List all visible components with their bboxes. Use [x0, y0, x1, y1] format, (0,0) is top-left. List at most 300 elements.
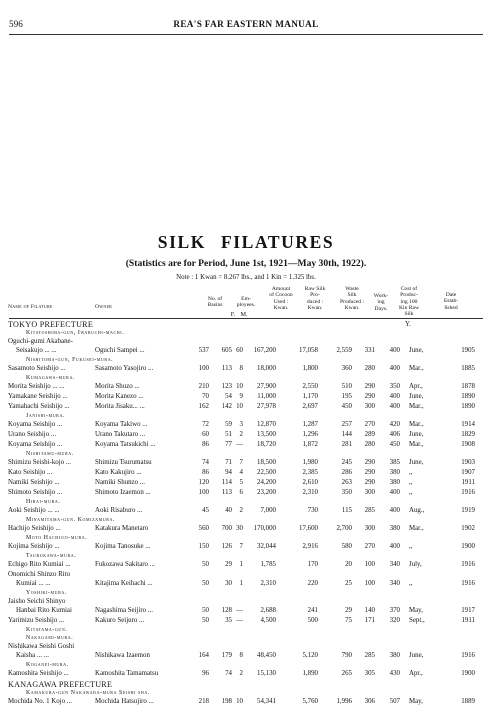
filature-name-line: Oguchi-gumi Akabane-	[8, 338, 73, 345]
employees-female-value: 74	[225, 670, 232, 677]
raw-silk-value: 1,296	[302, 431, 318, 438]
filature-name: Kato Seishijo ...	[8, 469, 53, 476]
employees-male-value: 7	[239, 543, 243, 550]
filature-name: Namiki Seishijo ...	[8, 479, 60, 486]
waste-silk-value: 265	[341, 670, 352, 677]
employees-male-value: 9	[239, 393, 243, 400]
employees-female-value: 94	[225, 469, 232, 476]
col-cocoon-header: Amount of Cocoon Used : Kwan.	[269, 286, 293, 311]
district-heading: Tsurukawa-mura.	[26, 553, 77, 559]
district-heading: Kitatama-gun.	[26, 627, 68, 633]
working-days-value: 300	[364, 489, 375, 496]
waste-silk-value: 195	[341, 393, 352, 400]
basins-value: 96	[202, 670, 209, 677]
basins-value: 120	[198, 479, 209, 486]
working-days-value: 300	[364, 525, 375, 532]
employees-male-value: 5	[239, 479, 243, 486]
waste-silk-value: 25	[345, 580, 352, 587]
owner-name: Shimizu Tsurumatsu	[95, 459, 152, 466]
employees-male-value: 60	[236, 347, 243, 354]
established-year: 1889	[461, 698, 475, 705]
raw-silk-value: 1,800	[302, 365, 318, 372]
raw-silk-value: 2,310	[302, 489, 318, 496]
basins-value: 100	[198, 365, 209, 372]
filature-name: Mochida No. 1 Kojo ...	[8, 698, 72, 705]
basins-value: 50	[202, 607, 209, 614]
owner-name: Mochida Hatsujiro ...	[95, 698, 154, 705]
cost-value: 400	[389, 347, 400, 354]
established-year: 1911	[461, 479, 475, 486]
basins-value: 70	[202, 393, 209, 400]
owner-name: Kakuro Seijuro ...	[95, 617, 145, 624]
waste-silk-value: 20	[345, 561, 352, 568]
filature-name: Morita Seishijo ... ...	[8, 383, 65, 390]
established-month: Mar.,	[409, 441, 424, 448]
filature-name: Kojima Seishijo ...	[8, 543, 60, 550]
district-heading: Moto Hachioji-mura.	[26, 535, 88, 541]
employees-female-value: 71	[225, 459, 232, 466]
established-year: 1917	[461, 607, 475, 614]
waste-silk-value: 281	[341, 441, 352, 448]
filature-name: Echigo Rito Kumiai ...	[8, 561, 71, 568]
table-row	[0, 543, 492, 552]
established-year: 1919	[461, 507, 475, 514]
col-cost-header: Cost of Produc- ing 100 Kin Raw Silk	[398, 286, 420, 318]
established-year: 1900	[461, 543, 475, 550]
waste-silk-value: 257	[341, 421, 352, 428]
employees-female-value: 59	[225, 421, 232, 428]
owner-name: Kamoshita Tamamatsu	[95, 670, 159, 677]
table-row	[0, 431, 492, 440]
basins-value: 74	[202, 459, 209, 466]
owner-name: Fukozawa Sakitaro ...	[95, 561, 155, 568]
basins-value: 50	[202, 580, 209, 587]
employees-male-value: —	[236, 617, 243, 624]
waste-silk-value: 510	[341, 383, 352, 390]
established-year: 1903	[461, 459, 475, 466]
working-days-value: 270	[364, 421, 375, 428]
table-row	[0, 365, 492, 374]
raw-silk-value: 2,697	[302, 403, 318, 410]
filature-name: Kamoshita Seishijo ...	[8, 670, 69, 677]
working-days-value: 280	[364, 441, 375, 448]
employees-male-value: 1	[239, 580, 243, 587]
cocoon-value: 170,000	[253, 525, 276, 532]
cost-value: 400	[389, 403, 400, 410]
working-days-value: 290	[364, 479, 375, 486]
working-days-value: 280	[364, 365, 375, 372]
district-heading: Minamitama-gun. Komizamura.	[26, 517, 116, 523]
district-heading: Nishitamu-mura.	[26, 451, 74, 457]
page-title: SILK FILATURES	[157, 232, 335, 252]
cocoon-value: 1,785	[260, 561, 276, 568]
cost-value: 400	[389, 507, 400, 514]
employees-female-value: 113	[221, 489, 232, 496]
table-row	[0, 383, 492, 392]
working-days-value: 290	[364, 393, 375, 400]
established-month: ,,	[409, 543, 413, 550]
employees-male-value: 1	[239, 561, 243, 568]
employees-male-value: 10	[236, 403, 243, 410]
basins-value: 162	[198, 403, 209, 410]
established-year: 1911	[461, 617, 475, 624]
cocoon-value: 167,200	[253, 347, 276, 354]
employees-male-value: —	[236, 607, 243, 614]
cocoon-value: 23,200	[257, 489, 276, 496]
basins-value: 45	[202, 507, 209, 514]
raw-silk-value: 2,385	[302, 469, 318, 476]
basins-value: 50	[202, 617, 209, 624]
owner-name: Morita Kanezo ...	[95, 393, 144, 400]
filature-name: Kumiai ... ...	[16, 580, 51, 587]
working-days-value: 285	[364, 507, 375, 514]
cost-value: 380	[389, 525, 400, 532]
basins-value: 60	[202, 431, 209, 438]
waste-silk-value: 2,559	[336, 347, 352, 354]
employees-male-value: 2	[239, 670, 243, 677]
working-days-value: 100	[364, 561, 375, 568]
working-days-value: 270	[364, 543, 375, 550]
established-year: 1916	[461, 489, 475, 496]
district-heading: Nakagami-mura.	[26, 635, 74, 641]
established-month: ,,	[409, 489, 413, 496]
filature-name: Yamahachi Seishijo ...	[8, 403, 70, 410]
working-days-value: 306	[364, 698, 375, 705]
col-basins-header: No. of Basins	[207, 296, 223, 309]
waste-silk-value: 580	[341, 543, 352, 550]
raw-silk-value: 1,890	[302, 670, 318, 677]
cocoon-value: 13,500	[257, 431, 276, 438]
table-row	[0, 670, 492, 679]
established-year: 1914	[461, 421, 475, 428]
filature-name: Hanbai Rito Kumiai	[16, 607, 72, 614]
waste-silk-value: 350	[341, 489, 352, 496]
cocoon-value: 18,000	[257, 365, 276, 372]
employees-female-value: 700	[221, 525, 232, 532]
district-heading: Kumagawa-mura.	[26, 375, 75, 381]
waste-silk-value: 245	[341, 459, 352, 466]
established-month: Mar.,	[409, 525, 424, 532]
working-days-value: 285	[364, 652, 375, 659]
cost-value: 406	[389, 431, 400, 438]
working-days-value: 290	[364, 383, 375, 390]
employees-female-value: 29	[225, 561, 232, 568]
col-date-header: Date Estab- lished	[443, 292, 459, 311]
raw-silk-value: 730	[307, 507, 318, 514]
table-row	[0, 441, 492, 450]
raw-silk-value: 220	[307, 580, 318, 587]
col-employees-female-header: F.	[230, 311, 236, 318]
owner-name: Koyama Tatsukichi ...	[95, 441, 156, 448]
col-working-days-header: Work- ing Days.	[373, 293, 389, 312]
cocoon-value: 7,000	[260, 507, 276, 514]
filature-name: Urano Seishijo ...	[8, 431, 57, 438]
employees-male-value: 2	[239, 507, 243, 514]
cocoon-value: 15,130	[257, 670, 276, 677]
established-year: 1916	[461, 652, 475, 659]
working-days-value: 171	[364, 617, 375, 624]
table-row	[0, 459, 492, 468]
cocoon-value: 27,978	[257, 403, 276, 410]
col-owner-header: Owner	[95, 304, 113, 310]
employees-male-value: 2	[239, 431, 243, 438]
established-month: Mar.,	[409, 421, 424, 428]
cost-value: 400	[389, 543, 400, 550]
cocoon-value: 22,500	[257, 469, 276, 476]
employees-female-value: 142	[221, 403, 232, 410]
basins-value: 50	[202, 561, 209, 568]
employees-female-value: 51	[225, 431, 232, 438]
employees-female-value: 179	[221, 652, 232, 659]
owner-name: Kojima Tanosuke ...	[95, 543, 151, 550]
established-month: Apr.,	[409, 383, 423, 390]
prefecture-heading: TOKYO PREFECTURE	[8, 320, 94, 329]
district-heading: Hirai-mura.	[26, 499, 61, 505]
cost-value: 370	[389, 607, 400, 614]
owner-name: Morita Shuzo ...	[95, 383, 140, 390]
cost-value: 420	[389, 421, 400, 428]
employees-male-value: 7	[239, 459, 243, 466]
established-month: June,	[409, 347, 424, 354]
established-year: 1829	[461, 431, 475, 438]
employees-male-value: 3	[239, 421, 243, 428]
established-year: 1907	[461, 469, 475, 476]
cost-value: 400	[389, 489, 400, 496]
filature-name: Shimizu Seishi-kojo ...	[8, 459, 71, 466]
cocoon-value: 24,200	[257, 479, 276, 486]
employees-male-value: 8	[239, 365, 243, 372]
employees-male-value: 4	[239, 469, 243, 476]
filature-name: Aoki Seishijo ... ...	[8, 507, 60, 514]
established-year: 1878	[461, 383, 475, 390]
established-year: 1885	[461, 365, 475, 372]
raw-silk-value: 17,058	[299, 347, 318, 354]
raw-silk-value: 17,600	[299, 525, 318, 532]
waste-silk-value: 115	[341, 507, 352, 514]
table-row	[0, 580, 492, 589]
established-month: Mar.,	[409, 403, 424, 410]
col-employees-male-header: M.	[240, 311, 248, 318]
owner-name: Katakura Manetaro	[95, 525, 149, 532]
raw-silk-value: 1,980	[302, 459, 318, 466]
table-row	[0, 507, 492, 516]
employees-male-value: 6	[239, 489, 243, 496]
table-row	[0, 403, 492, 412]
filature-name: Seisakujo ... ...	[16, 347, 57, 354]
employees-male-value: —	[236, 441, 243, 448]
filature-name: Shimoto Seishijo ...	[8, 489, 63, 496]
cocoon-value: 2,310	[260, 580, 276, 587]
cost-value: 340	[389, 561, 400, 568]
employees-male-value: 8	[239, 652, 243, 659]
raw-silk-value: 2,550	[302, 383, 318, 390]
table-row	[0, 489, 492, 498]
raw-silk-value: 500	[307, 617, 318, 624]
raw-silk-value: 1,287	[302, 421, 318, 428]
cocoon-value: 32,044	[257, 543, 276, 550]
established-month: June,	[409, 393, 424, 400]
employees-male-value: 10	[236, 698, 243, 705]
employees-female-value: 35	[225, 617, 232, 624]
established-year: 1890	[461, 403, 475, 410]
table-row	[0, 479, 492, 488]
established-month: June,	[409, 652, 424, 659]
cocoon-value: 11,000	[257, 393, 276, 400]
established-year: 1890	[461, 393, 475, 400]
established-year: 1905	[461, 347, 475, 354]
cost-value: 430	[389, 670, 400, 677]
waste-silk-value: 790	[341, 652, 352, 659]
cocoon-value: 4,500	[260, 617, 276, 624]
owner-name: Shimoto Izaemon ...	[95, 489, 151, 496]
employees-male-value: 30	[236, 525, 243, 532]
col-raw-silk-header: Raw Silk Pro- duced : Kwan.	[304, 286, 326, 311]
established-year: 1908	[461, 441, 475, 448]
district-heading: Janishi-mura.	[26, 413, 65, 419]
owner-name: Namiki Shunzo ...	[95, 479, 145, 486]
established-year: 1916	[461, 561, 475, 568]
filature-name: Koyama Seishijo ...	[8, 421, 63, 428]
waste-silk-value: 263	[341, 479, 352, 486]
employees-female-value: 123	[221, 383, 232, 390]
waste-silk-value: 1,996	[336, 698, 352, 705]
working-days-value: 100	[364, 580, 375, 587]
table-row	[0, 421, 492, 430]
cost-value: 507	[389, 698, 400, 705]
raw-silk-value: 2,610	[302, 479, 318, 486]
owner-name: Koyama Takiwo ...	[95, 421, 148, 428]
raw-silk-value: 1,170	[302, 393, 318, 400]
basins-value: 72	[202, 421, 209, 428]
established-month: Sept.,	[409, 617, 425, 624]
established-year: 1916	[461, 580, 475, 587]
basins-value: 218	[198, 698, 209, 705]
working-days-value: 140	[364, 607, 375, 614]
owner-name: Aoki Risaburo ...	[95, 507, 143, 514]
basins-value: 560	[198, 525, 209, 532]
owner-name: Kitajima Keihachi ...	[95, 580, 153, 587]
owner-name: Morita Jisaku... ...	[95, 403, 145, 410]
employees-female-value: 128	[221, 607, 232, 614]
cost-value: 350	[389, 383, 400, 390]
waste-silk-value: 29	[345, 607, 352, 614]
table-row	[0, 561, 492, 570]
cost-value: 385	[389, 459, 400, 466]
waste-silk-value: 75	[345, 617, 352, 624]
cost-value: 400	[389, 393, 400, 400]
basins-value: 150	[198, 543, 209, 550]
established-month: June,	[409, 431, 424, 438]
cost-value: 340	[389, 580, 400, 587]
owner-name: Nishikawa Izaemon	[95, 652, 150, 659]
prefecture-heading: KANAGAWA PREFECTURE	[8, 680, 113, 689]
employees-female-value: 30	[225, 580, 232, 587]
working-days-value: 290	[364, 459, 375, 466]
established-month: ,,	[409, 479, 413, 486]
raw-silk-value: 170	[307, 561, 318, 568]
working-days-value: 305	[364, 670, 375, 677]
cocoon-value: 2,688	[260, 607, 276, 614]
cost-value: 380	[389, 652, 400, 659]
yen-unit-label: Y.	[405, 321, 411, 328]
filature-name-line: Jaisho Seichi Shinyo	[8, 598, 66, 605]
basins-value: 100	[198, 489, 209, 496]
established-year: 1902	[461, 525, 475, 532]
table-row	[0, 698, 492, 707]
raw-silk-value: 5,760	[302, 698, 318, 705]
cost-value: 400	[389, 365, 400, 372]
owner-name: Oguchi Sampei ...	[95, 347, 145, 354]
employees-female-value: 198	[221, 698, 232, 705]
owner-name: Urano Takutaro ...	[95, 431, 146, 438]
established-year: 1900	[461, 670, 475, 677]
basins-value: 210	[198, 383, 209, 390]
table-row	[0, 525, 492, 534]
established-month: Aug.,	[409, 507, 425, 514]
employees-female-value: 126	[221, 543, 232, 550]
established-month: Apr.,	[409, 670, 423, 677]
col-name-header: Name of Filature	[8, 304, 53, 310]
table-row	[0, 469, 492, 478]
cocoon-value: 18,500	[257, 459, 276, 466]
district-heading: Kamakura-gun Nakawada-mura Seishi sha.	[26, 690, 150, 696]
raw-silk-value: 1,872	[302, 441, 318, 448]
raw-silk-value: 2,916	[302, 543, 318, 550]
basins-value: 86	[202, 469, 209, 476]
established-month: May,	[409, 698, 423, 705]
employees-female-value: 114	[221, 479, 232, 486]
waste-silk-value: 286	[341, 469, 352, 476]
filature-name-line: Onomichi Shinzo Rito	[8, 571, 71, 578]
owner-name: Sasamoto Yasojiro ...	[95, 365, 154, 372]
owner-name: Kato Kakujiro ...	[95, 469, 142, 476]
district-heading: Kitatoshima-gun, Iwabuchi-machi.	[26, 330, 125, 336]
employees-female-value: 113	[221, 365, 232, 372]
cocoon-value: 18,720	[257, 441, 276, 448]
filature-name: Hachijo Seishijo ...	[8, 525, 61, 532]
working-days-value: 331	[364, 347, 375, 354]
table-row	[0, 617, 492, 626]
established-month: May,	[409, 607, 423, 614]
working-days-value: 289	[364, 431, 375, 438]
basins-value: 537	[198, 347, 209, 354]
cost-value: 450	[389, 441, 400, 448]
filature-name: Sasamoto Seishijo ...	[8, 365, 66, 372]
cocoon-value: 48,450	[257, 652, 276, 659]
basins-value: 164	[198, 652, 209, 659]
employees-female-value: 77	[225, 441, 232, 448]
working-days-value: 290	[364, 469, 375, 476]
raw-silk-value: 5,120	[302, 652, 318, 659]
established-month: June,	[409, 459, 424, 466]
employees-female-value: 605	[221, 347, 232, 354]
established-month: July,	[409, 561, 422, 568]
employees-male-value: 10	[236, 383, 243, 390]
conversion-note: Note : 1 Kwan = 8.267 lbs., and 1 Kin = 1.325 lbs.	[176, 274, 316, 281]
filature-name: Kaisha ... ...	[16, 652, 49, 659]
raw-silk-value: 241	[307, 607, 318, 614]
col-employees-header: Em- ployees.	[236, 296, 256, 309]
filature-name-line: Nishikawa Seishi Goshi	[8, 643, 75, 650]
filature-name: Yamakane Seishijo ...	[8, 393, 68, 400]
owner-name: Nagashima Seijiro ...	[95, 607, 153, 614]
table-row	[0, 347, 492, 356]
running-title: REA'S FAR EASTERN MANUAL	[173, 19, 319, 29]
waste-silk-value: 360	[341, 365, 352, 372]
district-heading: Yoshiki-mura.	[26, 590, 67, 596]
page-subtitle: (Statistics are for Period, June 1st, 1921—May 30th, 1922).	[125, 258, 367, 269]
col-waste-silk-header: Waste Silk Produced : Kwan.	[339, 286, 365, 311]
